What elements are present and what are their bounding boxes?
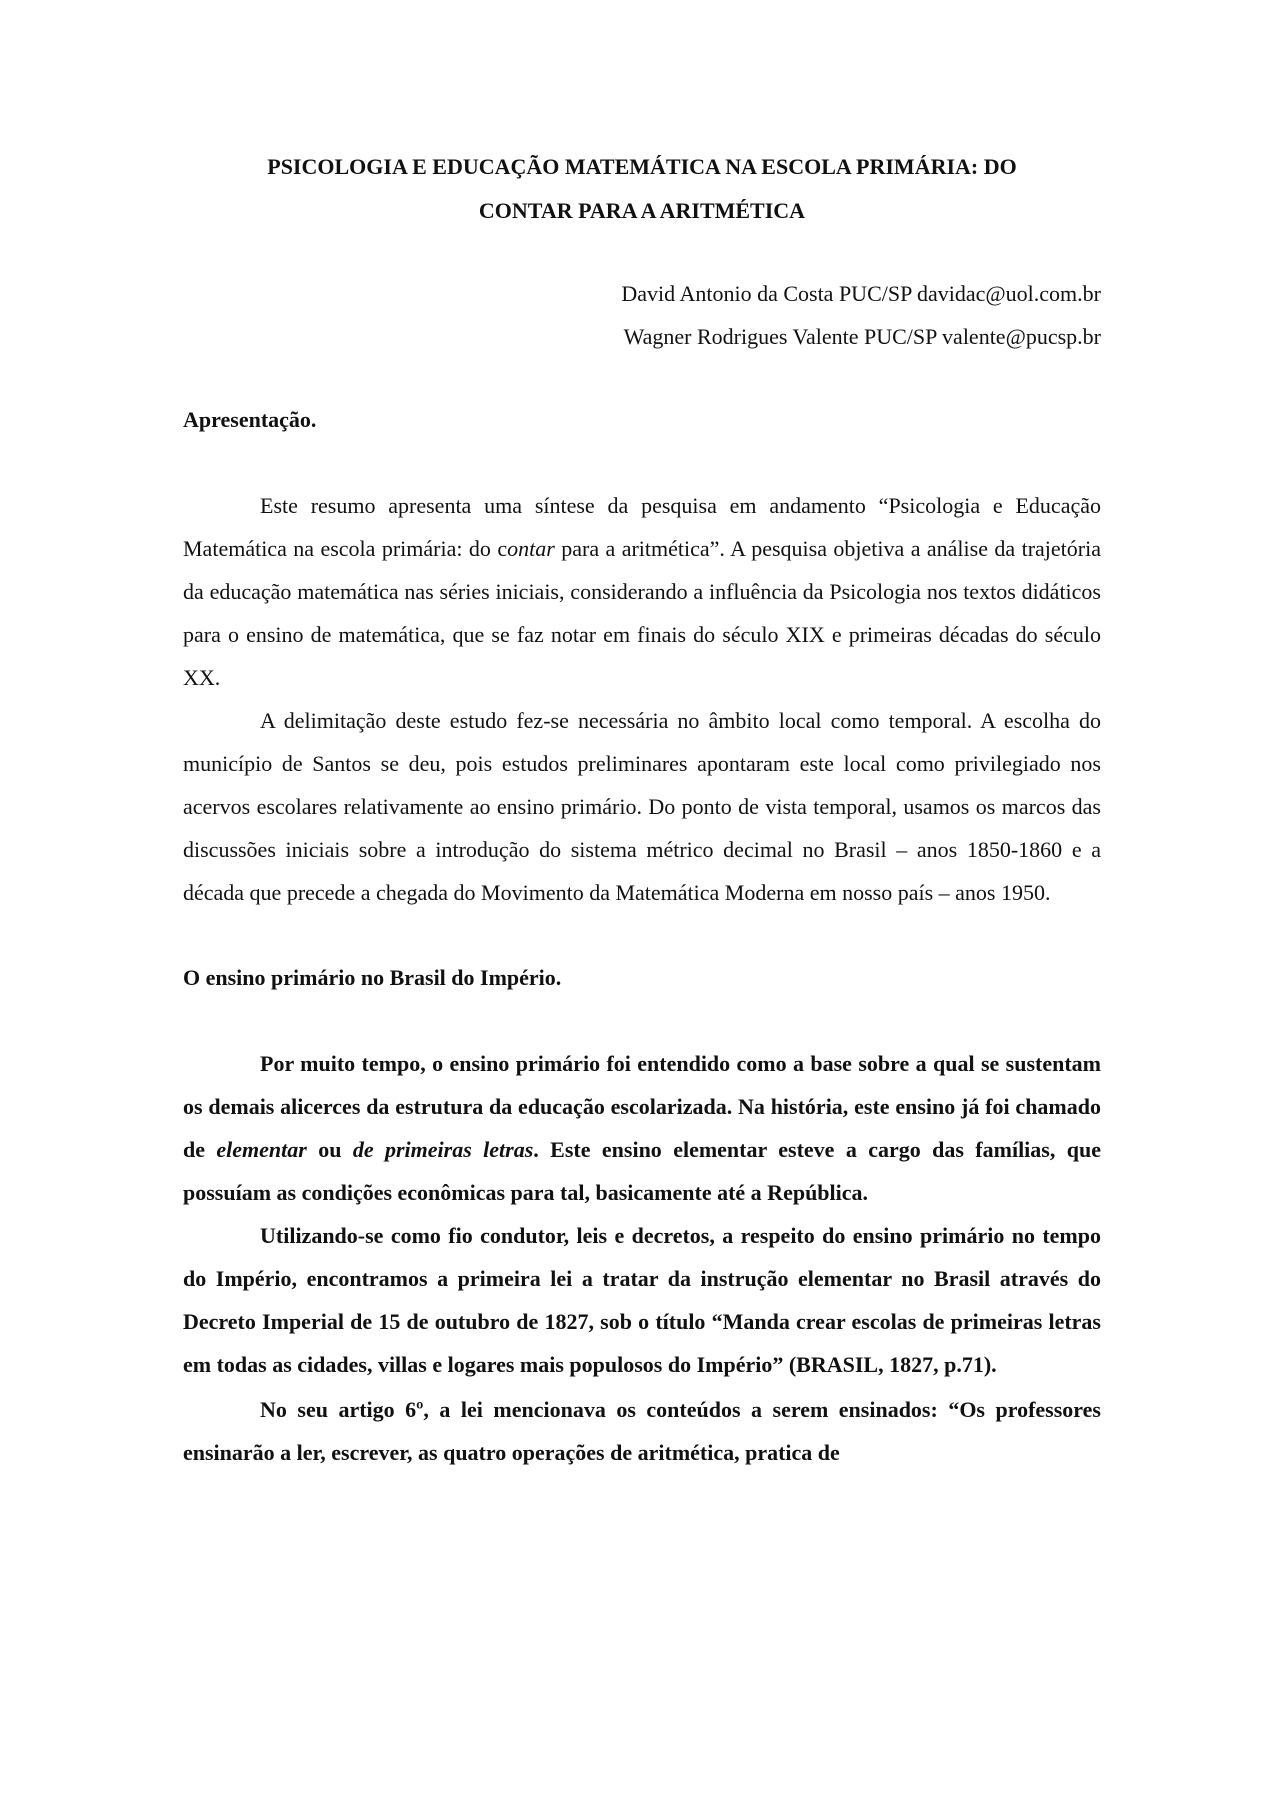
title-line-2: CONTAR PARA A ARITMÉTICA xyxy=(478,198,806,223)
document-title xyxy=(183,145,1101,233)
italic-text: elementar xyxy=(216,1137,307,1162)
italic-text: de primeiras letras xyxy=(352,1137,534,1162)
paragraph-text: . Este ensino elementar esteve a cargo das famílias, que possuíam as condições econômicas para tal, basicamente até a República. xyxy=(183,1137,1101,1205)
author-block xyxy=(183,272,1101,358)
paragraph-apresentacao-1 xyxy=(183,484,1101,699)
author-line-1: David Antonio da Costa PUC/SP davidac@uol.com.br xyxy=(621,281,1101,306)
paragraph-ensino-1 xyxy=(183,1042,1101,1214)
section-heading-ensino-primario: O ensino primário no Brasil do Império. xyxy=(183,965,562,990)
author-line-2: Wagner Rodrigues Valente PUC/SP valente@pucsp.br xyxy=(623,324,1101,349)
paragraph-apresentacao-2: A delimitação deste estudo fez-se necessária no âmbito local como temporal. A escolha do município de Santos se deu, pois estudos preliminares apontaram este local como privilegiado nos acervos escolares relativamente ao ensino primário. Do ponto de vista temporal, usamos os marcos das discussões iniciais sobre a introdução do sistema métrico decimal no Brasil – anos 1850-1860 e a década que precede a chegada do Movimento da Matemática Moderna em nosso país – anos 1950. xyxy=(183,708,1101,905)
title-line-1: PSICOLOGIA E EDUCAÇÃO MATEMÁTICA NA ESCOLA PRIMÁRIA: DO xyxy=(267,154,1017,179)
paragraph-text: Este resumo apresenta uma síntese da pesquisa em andamento “Psicologia e Educação Matemática na escola primária: do c xyxy=(183,493,1101,561)
paragraph-ensino-2: Utilizando-se como fio condutor, leis e decretos, a respeito do ensino primário no tempo do Império, encontramos a primeira lei a tratar da instrução elementar no Brasil através do Decreto Imperial de 15 de outubro de 1827, sob o título “Manda crear escolas de primeiras letras em todas as cidades, villas e logares mais populosos do Império” (BRASIL, 1827, p.71). xyxy=(183,1223,1101,1377)
paragraph-text: Por muito tempo, o ensino primário foi entendido como a base sobre a qual se sustentam os demais alicerces da estrutura da educação escolarizada. Na história, este ensino já foi chamado de xyxy=(183,1051,1101,1162)
section-heading-apresentacao: Apresentação. xyxy=(183,407,317,432)
italic-text: ontar xyxy=(507,536,555,561)
paragraph-text: para a aritmética”. A pesquisa objetiva a análise da trajetória da educação matemática nas séries iniciais, considerando a influência da Psicologia nos textos didáticos para o ensino de matemática, que se faz notar em finais do século XIX e primeiras décadas do século XX. xyxy=(183,536,1101,690)
paragraph-text: ou xyxy=(306,1137,353,1162)
paragraph-ensino-3: No seu artigo 6º, a lei mencionava os conteúdos a serem ensinados: “Os professores ensinarão a ler, escrever, as quatro operações de aritmética, pratica de xyxy=(183,1397,1101,1465)
document-content xyxy=(183,145,1101,1474)
